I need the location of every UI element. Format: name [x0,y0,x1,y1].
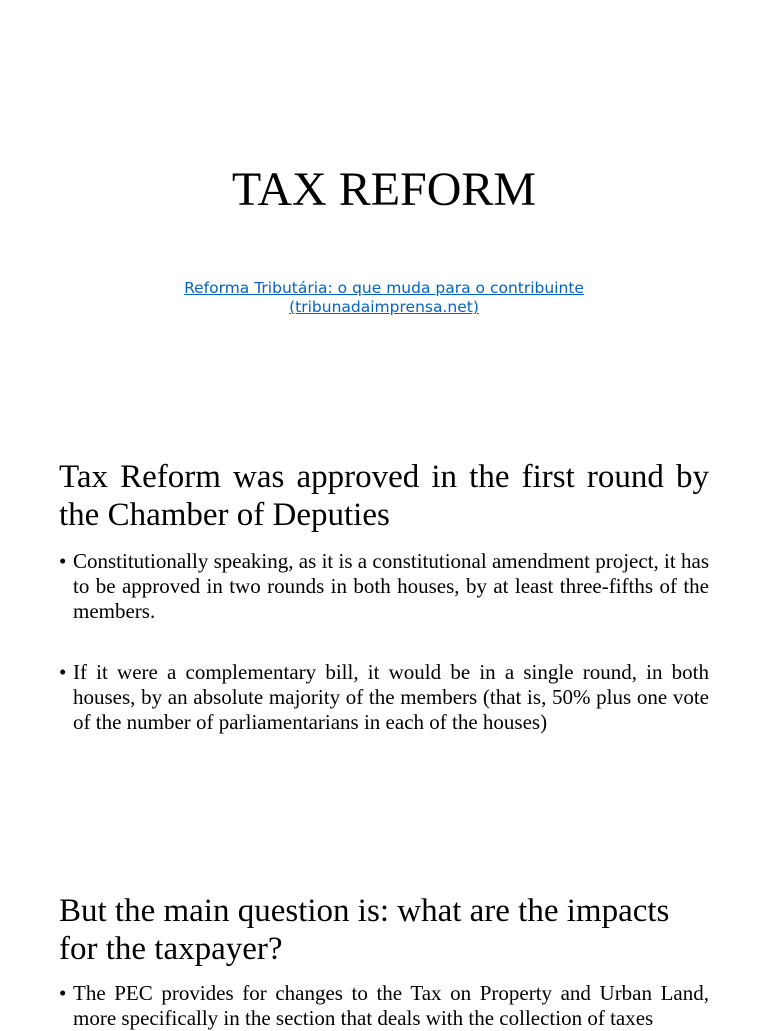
bullet-item: • The PEC provides for changes to the Tax on Property and Urban Land, more specifically in the section that deals with the collection of taxes [59,981,709,1031]
source-link[interactable] [0,279,768,317]
bullet-item: • If it were a complementary bill, it would be in a single round, in both houses, by an absolute majority of the members (that is, 50% plus one vote of the number of parliamentarians in each of the houses) [59,660,709,735]
source-link-line-1[interactable]: Reforma Tributária: o que muda para o contribuinte [184,279,584,297]
slide-impacts [0,860,768,1030]
bullet-list [59,549,709,735]
slide-heading: Tax Reform was approved in the first round by the Chamber of Deputies [59,459,709,533]
slide-approval [0,420,768,860]
source-link-line-2[interactable]: (tribunadaimprensa.net) [289,298,479,316]
bullet-item: • Constitutionally speaking, as it is a constitutional amendment project, it has to be approved in two rounds in both houses, by at least three-fifths of the members. [59,549,709,624]
slide-title-heading: TAX REFORM [231,163,537,216]
slide-heading: But the main question is: what are the impacts for the taxpayer? [59,893,670,967]
slide-title [0,0,768,420]
